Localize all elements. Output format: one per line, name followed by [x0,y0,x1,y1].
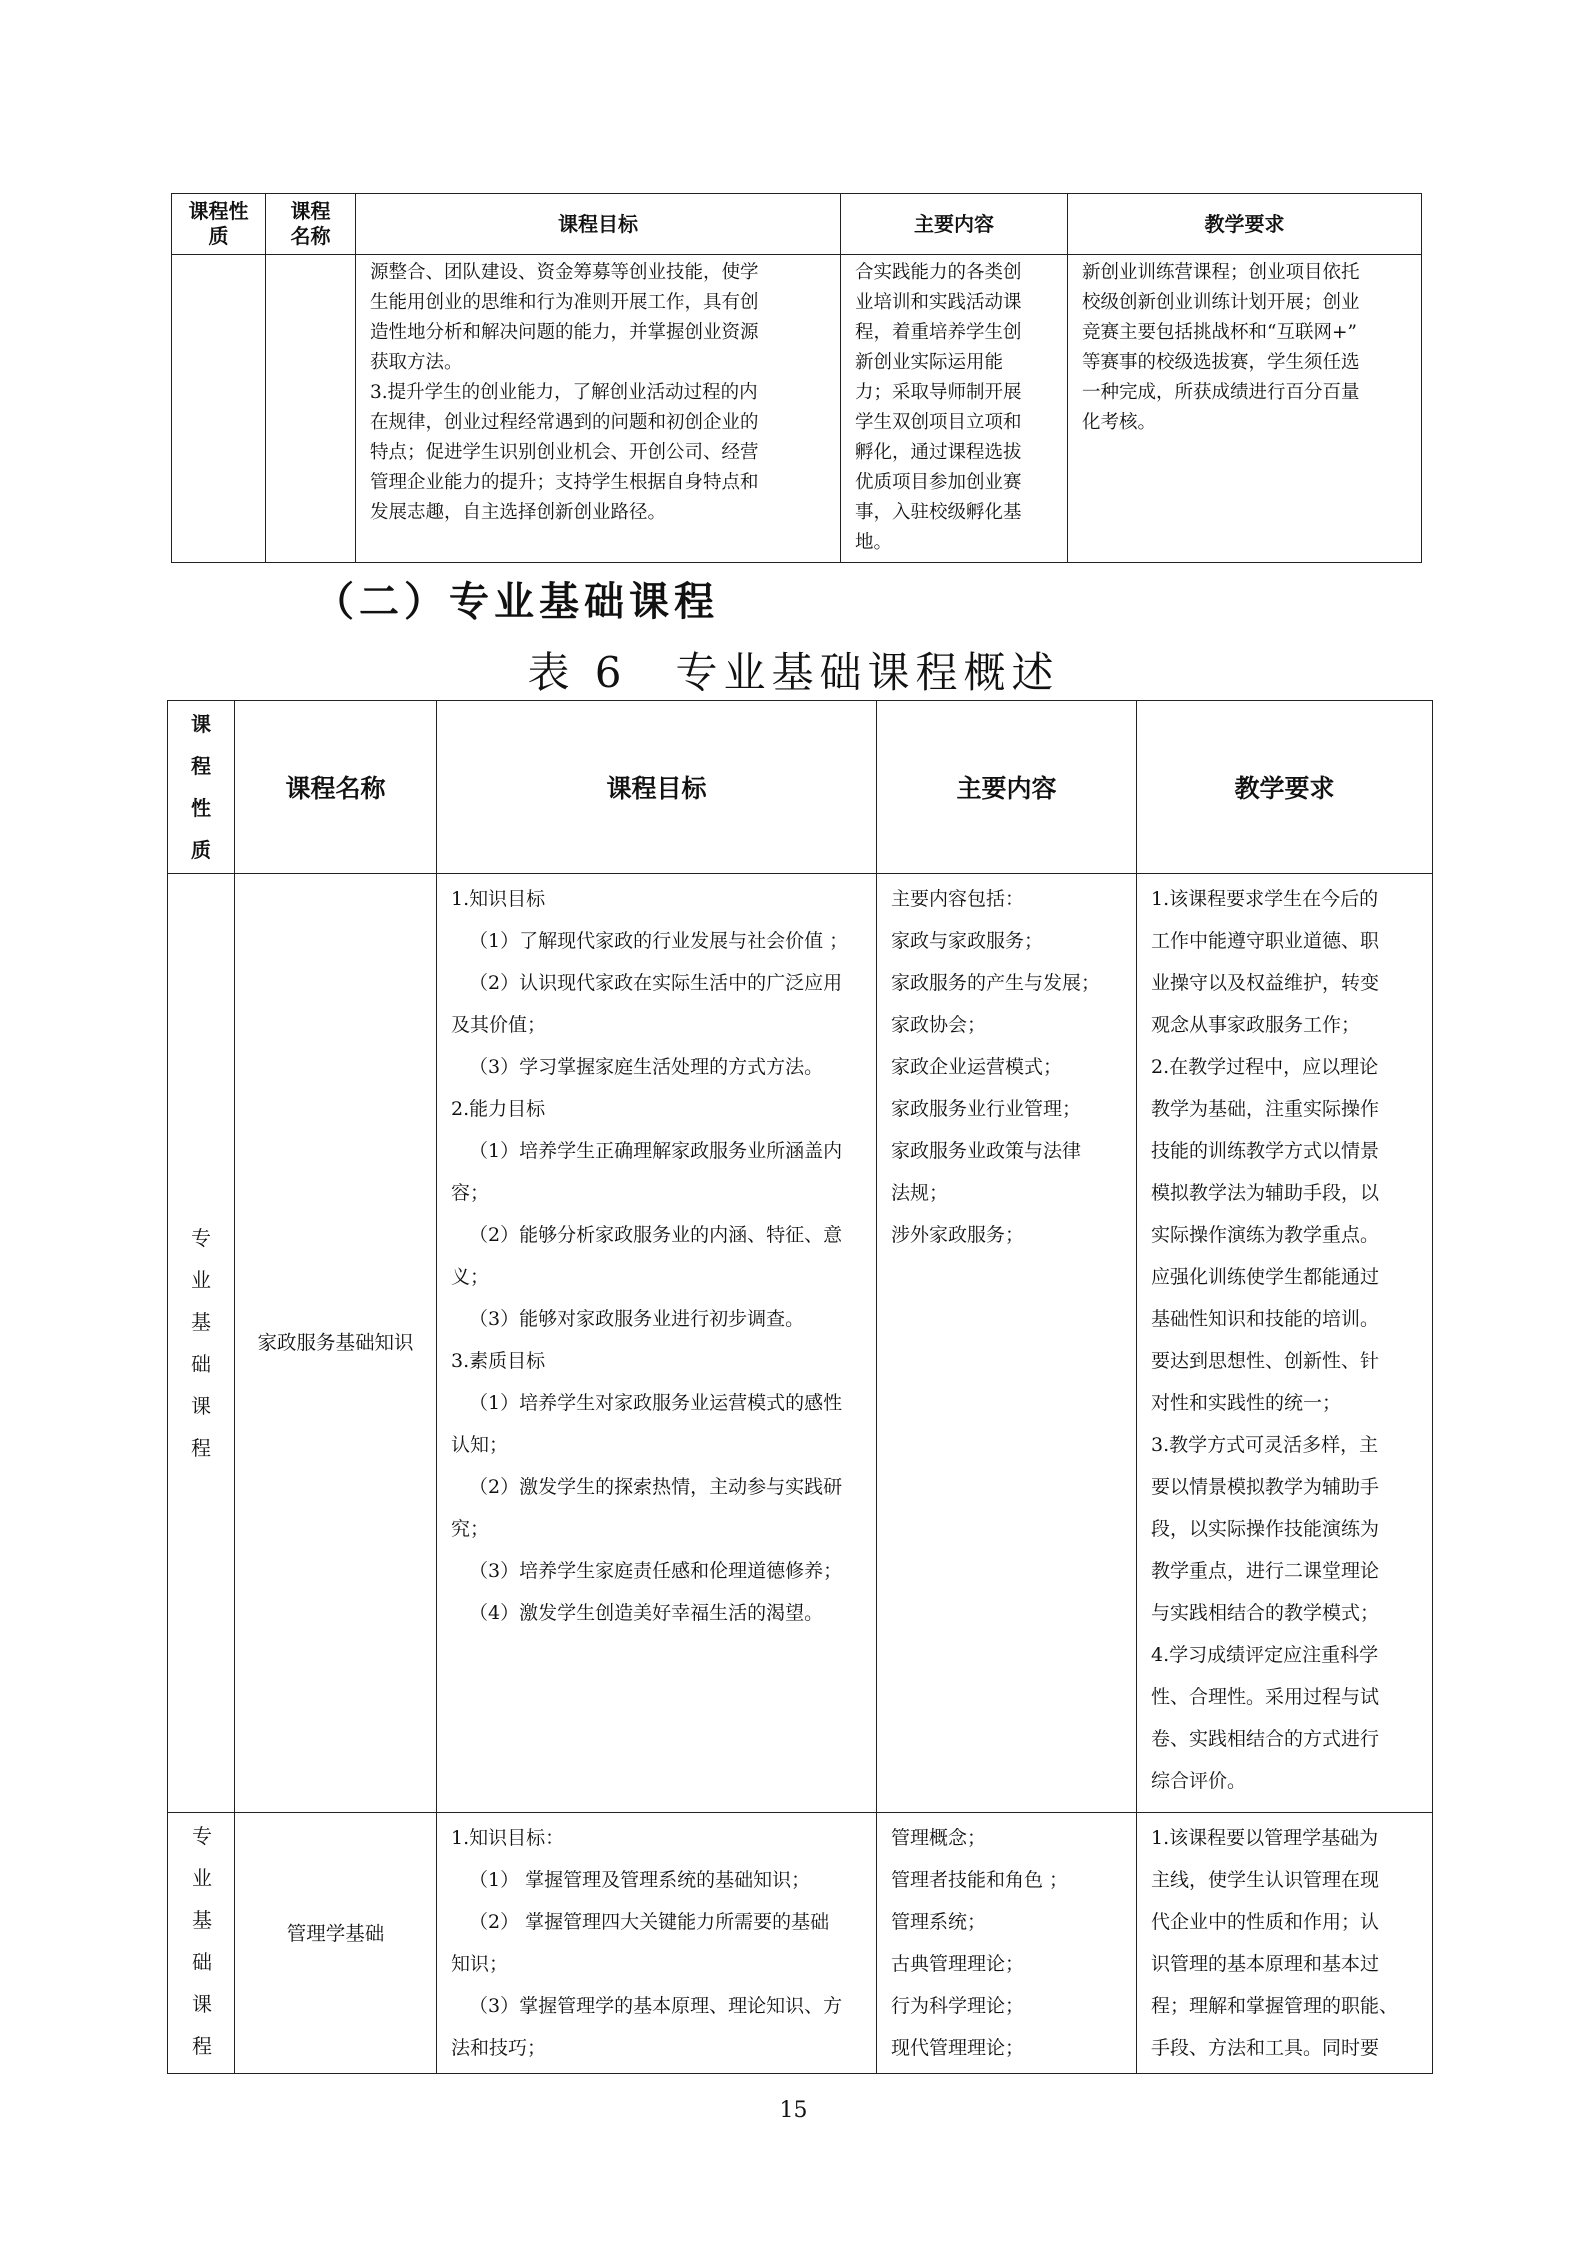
req-line: 主线，使学生认识管理在现 [1151,1869,1380,1891]
req-line: 工作中能遵守职业道德、职 [1151,930,1380,952]
content-line: 管理者技能和角色 ； [891,1869,1069,1891]
content-line: 地。 [855,532,893,553]
req-line: 等赛事的校级选拔赛，学生须任选 [1082,352,1360,373]
req-line: 实际操作演练为教学重点。 [1151,1224,1380,1246]
cell-course-name: 家政服务基础知识 [235,874,437,1813]
goal-line: （2） 掌握管理四大关键能力所需要的基础 [469,1911,830,1933]
goal-line: （4）激发学生创造美好幸福生活的渴望。 [469,1602,824,1624]
content-line: 合实践能力的各类创 [855,262,1022,283]
content-line: 家政服务业政策与法律 [891,1140,1082,1162]
goal-line: （2）激发学生的探索热情，主动参与实践研 [469,1476,843,1498]
goal-line: 及其价值； [451,1014,547,1036]
cell-requirement [1137,1813,1433,2074]
header-teaching-req: 教学要求 [1068,194,1422,255]
req-line: 1.该课程要求学生在今后的 [1151,888,1379,910]
header-nature-line: 质 [208,224,229,248]
content-line: 管理概念； [891,1827,987,1849]
req-line: 段，以实际操作技能演练为 [1151,1518,1380,1540]
req-line: 应强化训练使学生都能通过 [1151,1266,1380,1288]
nature-char: 程 [192,2034,212,2058]
header-nature-char: 课 [191,712,211,736]
nature-char: 专 [191,1226,211,1250]
nature-char: 业 [191,1268,211,1292]
content-line: 行为科学理论； [891,1995,1025,2017]
goal-line: （2）能够分析家政服务业的内涵、特征、意 [469,1224,843,1246]
goal-line: （2）认识现代家政在实际生活中的广泛应用 [469,972,843,994]
goal-line: 1.知识目标： [451,1827,565,1849]
header-course-name [266,194,356,255]
nature-char: 专 [192,1824,212,1848]
req-line: 教学重点，进行二课堂理论 [1151,1560,1380,1582]
req-line: 手段、方法和工具。同时要 [1151,2037,1380,2059]
header-nature-char: 性 [191,796,211,820]
req-line: 要达到思想性、创新性、针 [1151,1350,1380,1372]
header-nature-char: 质 [191,838,211,862]
req-line: 模拟教学法为辅助手段，以 [1151,1182,1380,1204]
header-course-goal: 课程目标 [437,701,877,874]
req-line: 3.教学方式可灵活多样，主 [1151,1434,1379,1456]
content-line: 家政服务业行业管理； [891,1098,1082,1120]
cell-content [841,255,1068,563]
goal-line: 究； [451,1518,490,1540]
header-course-goal: 课程目标 [356,194,841,255]
content-line: 优质项目参加创业赛 [855,472,1022,493]
goal-line: 认知； [451,1434,509,1456]
continued-course-table [171,193,1422,563]
goal-line: 特点；促进学生识别创业机会、开创公司、经营 [370,442,759,463]
content-line: 现代管理理论； [891,2037,1025,2059]
goal-line: 法和技巧； [451,2037,547,2059]
header-name-line: 课程 [290,199,331,223]
goal-line: 发展志趣，自主选择创新创业路径。 [370,502,667,523]
req-line: 程；理解和掌握管理的职能、 [1151,1995,1399,2017]
content-line: 孵化，通过课程选拔 [855,442,1022,463]
header-main-content: 主要内容 [877,701,1137,874]
goal-line: 1.知识目标 [451,888,546,910]
header-name-line: 名称 [290,224,331,248]
goal-line: （1）培养学生对家政服务业运营模式的感性 [469,1392,843,1414]
content-line: 事，入驻校级孵化基 [855,502,1022,523]
content-line: 主要内容包括： [891,888,1025,910]
header-course-name: 课程名称 [235,701,437,874]
req-line: 观念从事家政服务工作； [1151,1014,1361,1036]
cell-nature [172,255,266,563]
cell-goal [437,1813,877,2074]
goal-line: （3）掌握管理学的基本原理、理论知识、方 [469,1995,843,2017]
nature-char: 基 [192,1908,212,1932]
goal-line: （3）培养学生家庭责任感和伦理道德修养； [469,1560,843,1582]
req-line: 对性和实践性的统一； [1151,1392,1342,1414]
nature-char: 课 [192,1992,212,2016]
content-line: 管理系统； [891,1911,987,1933]
goal-line: 在规律，创业过程经常遇到的问题和初创企业的 [370,412,759,433]
goal-line: 义； [451,1266,490,1288]
req-line: 代企业中的性质和作用；认 [1151,1911,1380,1933]
header-course-nature [168,701,235,874]
cell-nature [168,1813,235,2074]
cell-requirement [1137,874,1433,1813]
req-line: 业操守以及权益维护，转变 [1151,972,1380,994]
cell-requirement [1068,255,1422,563]
goal-line: 知识； [451,1953,509,1975]
req-line: 性、合理性。采用过程与试 [1151,1686,1380,1708]
goal-line: 生能用创业的思维和行为准则开展工作，具有创 [370,292,759,313]
cell-course-name: 管理学基础 [235,1813,437,2074]
goal-line: 源整合、团队建设、资金筹募等创业技能，使学 [370,262,759,283]
req-line: 卷、实践相结合的方式进行 [1151,1728,1380,1750]
content-line: 学生双创项目立项和 [855,412,1022,433]
req-line: 4.学习成绩评定应注重科学 [1151,1644,1379,1666]
nature-char: 课 [191,1394,211,1418]
goal-line: （3）学习掌握家庭生活处理的方式方法。 [469,1056,824,1078]
goal-line: 3.素质目标 [451,1350,546,1372]
goal-line: 获取方法。 [370,352,463,373]
cell-name [266,255,356,563]
content-line: 家政与家政服务； [891,930,1044,952]
cell-goal [356,255,841,563]
header-teaching-req: 教学要求 [1137,701,1433,874]
goal-line: 容； [451,1182,490,1204]
section-title: （二）专业基础课程 [314,578,719,625]
req-line: 竞赛主要包括挑战杯和“互联网+” [1082,322,1357,343]
table-row [172,255,1422,563]
goal-line: 管理企业能力的提升；支持学生根据自身特点和 [370,472,759,493]
nature-char: 础 [192,1950,212,1974]
header-course-nature [172,194,266,255]
content-line: 古典管理理论； [891,1953,1025,1975]
req-line: 一种完成，所获成绩进行百分百量 [1082,382,1360,403]
header-nature-line: 课程性 [188,199,249,223]
table-row [168,1813,1433,2074]
nature-char: 础 [191,1352,211,1376]
content-line: 法规； [891,1182,949,1204]
goal-line: 造性地分析和解决问题的能力，并掌握创业资源 [370,322,759,343]
content-line: 家政服务的产生与发展； [891,972,1101,994]
goal-line: 2.能力目标 [451,1098,546,1120]
table-caption: 表 6 专业基础课程概述 [527,648,1060,697]
req-line: 识管理的基本原理和基本过 [1151,1953,1380,1975]
nature-char: 基 [191,1310,211,1334]
content-line: 新创业实际运用能 [855,352,1004,373]
req-line: 新创业训练营课程；创业项目依托 [1082,262,1360,283]
goal-line: （1） 掌握管理及管理系统的基础知识； [469,1869,811,1891]
req-line: 要以情景模拟教学为辅助手 [1151,1476,1380,1498]
cell-nature [168,874,235,1813]
req-line: 基础性知识和技能的培训。 [1151,1308,1380,1330]
nature-char: 程 [191,1436,211,1460]
cell-goal [437,874,877,1813]
content-line: 程，着重培养学生创 [855,322,1022,343]
content-line: 力；采取导师制开展 [855,382,1022,403]
nature-char: 业 [192,1866,212,1890]
req-line: 技能的训练教学方式以情景 [1151,1140,1380,1162]
req-line: 校级创新创业训练计划开展；创业 [1082,292,1360,313]
header-main-content: 主要内容 [841,194,1068,255]
course-overview-table [167,700,1433,2074]
goal-line: 3.提升学生的创业能力，了解创业活动过程的内 [370,382,758,403]
req-line: 教学为基础，注重实际操作 [1151,1098,1380,1120]
table-header-row [172,194,1422,255]
content-line: 家政企业运营模式； [891,1056,1063,1078]
content-line: 涉外家政服务； [891,1224,1025,1246]
req-line: 化考核。 [1082,412,1157,433]
header-nature-char: 程 [191,754,211,778]
req-line: 与实践相结合的教学模式； [1151,1602,1380,1624]
page-number: 15 [779,2098,808,2123]
content-line: 家政协会； [891,1014,987,1036]
cell-content [877,1813,1137,2074]
table-header-row [168,701,1433,874]
req-line: 2.在教学过程中，应以理论 [1151,1056,1379,1078]
req-line: 综合评价。 [1151,1770,1247,1792]
req-line: 1.该课程要以管理学基础为 [1151,1827,1379,1849]
goal-line: （1）培养学生正确理解家政服务业所涵盖内 [469,1140,843,1162]
goal-line: （1）了解现代家政的行业发展与社会价值 ； [469,930,849,952]
table-row [168,874,1433,1813]
goal-line: （3）能够对家政服务业进行初步调查。 [469,1308,805,1330]
content-line: 业培训和实践活动课 [855,292,1022,313]
cell-content [877,874,1137,1813]
